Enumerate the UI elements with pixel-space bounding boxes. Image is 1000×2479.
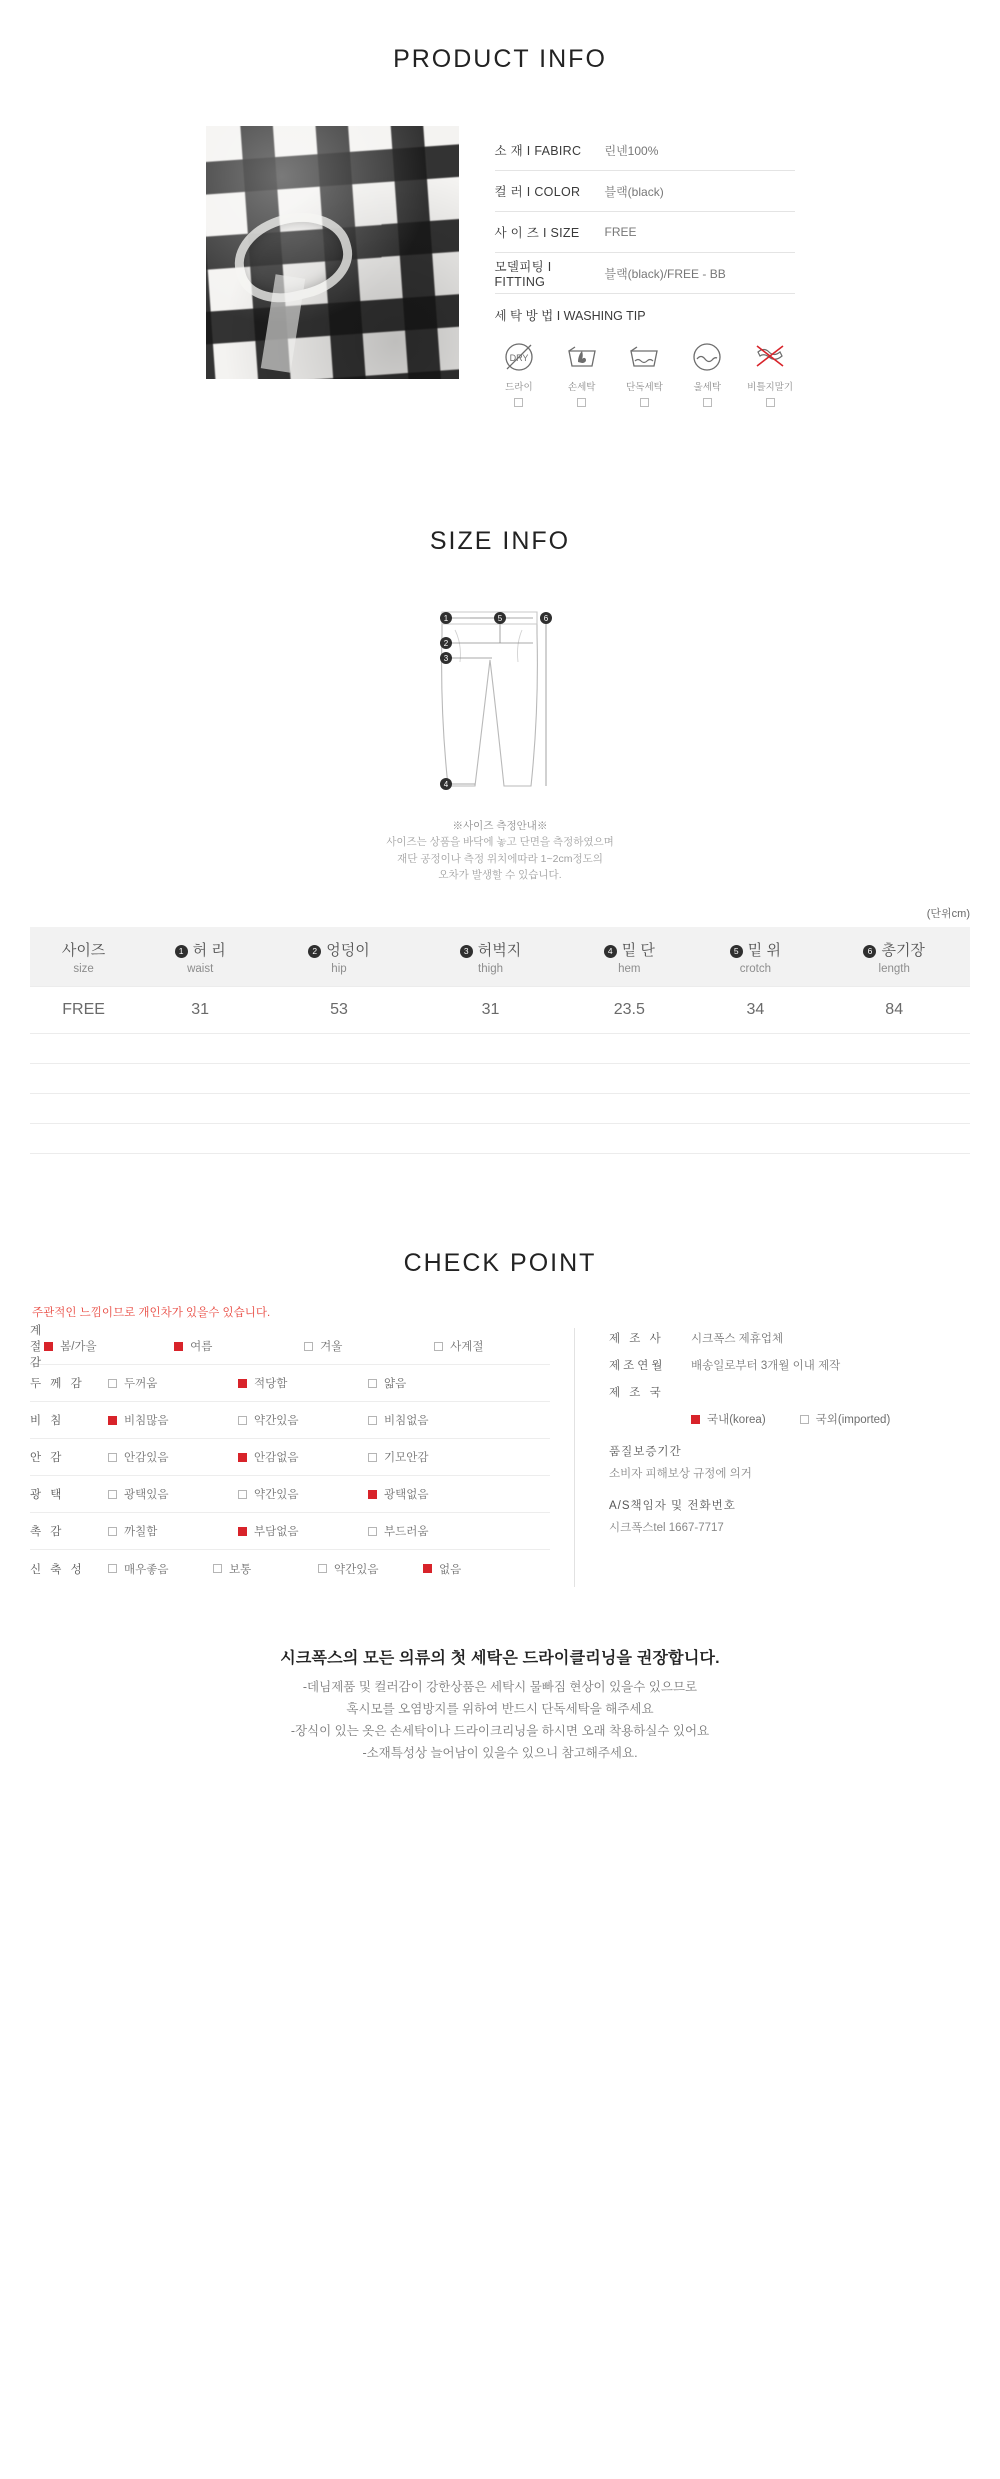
care-line-1: -데님제품 및 컬러감이 강한상품은 세탁시 물빠짐 현상이 있을수 있으므로 bbox=[302, 1680, 698, 1695]
origin-row bbox=[609, 1384, 970, 1400]
checkbox-icon[interactable] bbox=[238, 1453, 247, 1462]
checkbox-icon[interactable] bbox=[108, 1527, 117, 1536]
checkbox-icon[interactable] bbox=[238, 1379, 247, 1388]
checkbox-icon[interactable] bbox=[800, 1415, 809, 1424]
cp-label-thickness: 두 께 감 bbox=[30, 1378, 85, 1391]
pants-measurement-diagram bbox=[0, 590, 1000, 810]
checkbox-icon[interactable] bbox=[368, 1379, 377, 1388]
cp-option[interactable] bbox=[368, 1449, 498, 1465]
cp-options-season bbox=[44, 1338, 564, 1354]
cell-waist: 31 bbox=[137, 987, 263, 1034]
size-col-hem bbox=[566, 927, 692, 987]
checkbox-icon[interactable] bbox=[238, 1490, 247, 1499]
cp-options-sheerness bbox=[108, 1412, 550, 1428]
as-block bbox=[609, 1497, 970, 1535]
cp-option[interactable] bbox=[213, 1561, 318, 1577]
cp-option-label: 안감없음 bbox=[254, 1452, 299, 1465]
cp-options-lining bbox=[108, 1449, 550, 1465]
cell-blank bbox=[30, 1064, 970, 1094]
spec-value-fitting: 블랙(black)/FREE - BB bbox=[604, 266, 726, 281]
checkbox-icon[interactable] bbox=[108, 1416, 117, 1425]
cp-row-gloss bbox=[30, 1476, 550, 1513]
cp-option-label: 비침없음 bbox=[384, 1415, 429, 1428]
origin-option-domestic[interactable] bbox=[691, 1411, 766, 1427]
spec-label-fitting: 모델피팅 I FITTING bbox=[494, 260, 552, 289]
size-col-thigh bbox=[415, 927, 567, 987]
cell-size: FREE bbox=[30, 987, 137, 1034]
cp-option-label: 사계절 bbox=[450, 1341, 484, 1354]
cp-option-label: 얇음 bbox=[384, 1378, 407, 1391]
cp-options-gloss bbox=[108, 1486, 550, 1502]
size-col-hem-ko: 밑 단 bbox=[621, 942, 655, 960]
washing-tip-label: 세 탁 방 법 I WASHING TIP bbox=[494, 309, 646, 323]
wash-option-hand bbox=[557, 340, 606, 407]
cp-option-label: 적당함 bbox=[254, 1378, 288, 1391]
svg-text:5: 5 bbox=[497, 614, 503, 623]
svg-text:1: 1 bbox=[443, 614, 449, 623]
cell-thigh: 31 bbox=[415, 987, 567, 1034]
size-col-length-en: length bbox=[878, 963, 910, 976]
cp-option[interactable] bbox=[238, 1412, 368, 1428]
svg-text:6: 6 bbox=[543, 614, 549, 623]
no-dry-clean-icon bbox=[498, 340, 540, 374]
cp-option[interactable] bbox=[423, 1561, 528, 1577]
cp-label-season: 계 절 감 bbox=[30, 1325, 45, 1370]
wash-caption-wool: 울세탁 bbox=[693, 382, 722, 393]
measurement-note-line-3: 오차가 발생할 수 있습니다. bbox=[438, 868, 562, 881]
checkbox-icon[interactable] bbox=[368, 1416, 377, 1425]
care-line-2: 혹시모를 오염방지를 위하여 반드시 단독세탁을 해주세요 bbox=[346, 1701, 654, 1716]
cp-option-label: 비침많음 bbox=[124, 1415, 169, 1428]
table-row bbox=[30, 1124, 970, 1154]
cp-option-label: 겨울 bbox=[320, 1341, 343, 1354]
origin-label: 제 조 국 bbox=[609, 1387, 664, 1400]
care-line-3: -장식이 있는 옷은 손세탁이나 드라이크리닝을 하시면 오래 착용하실수 있어요 bbox=[290, 1723, 710, 1738]
cp-option[interactable] bbox=[108, 1412, 238, 1428]
table-row bbox=[30, 1034, 970, 1064]
spec-label-color: 컬 러 I COLOR bbox=[494, 185, 581, 199]
cp-option[interactable] bbox=[108, 1486, 238, 1502]
checkbox-icon[interactable] bbox=[238, 1527, 247, 1536]
badge-3: 3 bbox=[460, 945, 473, 958]
cp-option[interactable] bbox=[318, 1561, 423, 1577]
check-point-warning: 주관적인 느낌이므로 개인차가 있을수 있습니다. bbox=[32, 1307, 271, 1320]
size-col-hip-ko: 엉덩이 bbox=[326, 942, 370, 960]
maker-row bbox=[609, 1330, 970, 1346]
wash-caption-hand: 손세탁 bbox=[567, 382, 596, 393]
cp-label-sheerness: 비 침 bbox=[30, 1415, 65, 1428]
warranty-title: 품질보증기간 bbox=[609, 1446, 682, 1459]
cp-label-touch: 촉 감 bbox=[30, 1526, 65, 1539]
no-wring-icon bbox=[749, 340, 791, 374]
wash-checkbox-separate[interactable] bbox=[640, 398, 649, 407]
size-col-thigh-ko: 허벅지 bbox=[477, 942, 522, 960]
warranty-sub: 소비자 피해보상 규정에 의거 bbox=[609, 1468, 752, 1481]
wash-caption-separate: 단독세탁 bbox=[626, 382, 663, 393]
checkbox-icon[interactable] bbox=[434, 1342, 443, 1351]
spec-value-fabric: 린넨100% bbox=[604, 143, 659, 158]
spec-value-color: 블랙(black) bbox=[604, 184, 664, 199]
cell-hip: 53 bbox=[263, 987, 415, 1034]
checkbox-icon[interactable] bbox=[44, 1342, 53, 1351]
cp-option-label: 부드러움 bbox=[384, 1526, 429, 1539]
cp-option-label: 약간있음 bbox=[334, 1563, 379, 1576]
spec-row-size bbox=[495, 212, 795, 253]
cp-label-gloss: 광 택 bbox=[30, 1489, 65, 1502]
checkbox-icon[interactable] bbox=[213, 1564, 222, 1573]
checkbox-icon[interactable] bbox=[368, 1527, 377, 1536]
spec-row-fabric bbox=[495, 130, 795, 171]
badge-6: 6 bbox=[863, 945, 876, 958]
cp-option[interactable] bbox=[368, 1523, 498, 1539]
checkbox-icon[interactable] bbox=[318, 1564, 327, 1573]
measurement-note-title: ※사이즈 측정안내※ bbox=[452, 820, 548, 832]
cp-option-label: 안감있음 bbox=[124, 1452, 169, 1465]
size-col-length bbox=[818, 927, 970, 987]
checkbox-icon[interactable] bbox=[691, 1415, 700, 1424]
wash-checkbox-wool[interactable] bbox=[703, 398, 712, 407]
size-col-crotch-ko: 밑 위 bbox=[747, 942, 781, 960]
cell-blank bbox=[30, 1094, 970, 1124]
checkbox-icon[interactable] bbox=[304, 1342, 313, 1351]
size-col-size-en: size bbox=[73, 963, 94, 976]
check-point-heading: CHECK POINT bbox=[403, 1249, 597, 1278]
manufacture-date-row bbox=[609, 1357, 970, 1373]
size-col-hem-en: hem bbox=[618, 963, 641, 976]
cp-option-label: 봄/가을 bbox=[60, 1341, 97, 1354]
cp-option-label: 약간있음 bbox=[254, 1415, 299, 1428]
product-photo bbox=[206, 126, 459, 379]
cp-option[interactable] bbox=[108, 1561, 213, 1577]
hand-wash-icon bbox=[561, 340, 603, 374]
size-col-size-ko: 사이즈 bbox=[61, 942, 106, 960]
wash-checkbox-nowring[interactable] bbox=[766, 398, 775, 407]
spec-value-size: FREE bbox=[604, 225, 637, 239]
badge-4: 4 bbox=[604, 945, 617, 958]
checkbox-icon[interactable] bbox=[108, 1564, 117, 1573]
product-spec-table bbox=[495, 126, 795, 407]
cp-option[interactable] bbox=[108, 1449, 238, 1465]
cp-option-label: 두꺼움 bbox=[124, 1378, 158, 1391]
svg-text:3: 3 bbox=[443, 654, 449, 663]
as-title: A/S책임자 및 전화번호 bbox=[609, 1500, 736, 1513]
warranty-block bbox=[609, 1443, 970, 1481]
svg-text:4: 4 bbox=[443, 780, 449, 789]
spec-row-color bbox=[495, 171, 795, 212]
cp-option[interactable] bbox=[44, 1338, 174, 1354]
cp-row-season bbox=[30, 1325, 550, 1370]
size-col-waist-en: waist bbox=[187, 963, 214, 976]
wash-caption-dry: 드라이 bbox=[505, 382, 533, 393]
cp-option[interactable] bbox=[174, 1338, 304, 1354]
checkbox-icon[interactable] bbox=[108, 1490, 117, 1499]
cp-label-lining: 안 감 bbox=[30, 1452, 65, 1465]
origin-option-label: 국내(korea) bbox=[707, 1414, 766, 1427]
svg-text:2: 2 bbox=[443, 639, 449, 648]
manufacture-date-label: 제조연월 bbox=[609, 1360, 666, 1373]
maker-value: 시크폭스 제휴업체 bbox=[691, 1333, 784, 1346]
checkbox-icon[interactable] bbox=[238, 1416, 247, 1425]
wash-option-separate bbox=[620, 340, 669, 407]
cp-option[interactable] bbox=[304, 1338, 434, 1354]
table-row bbox=[30, 1094, 970, 1124]
measurement-note-line-1: 사이즈는 상품을 바닥에 놓고 단면을 측정하였으며 bbox=[386, 836, 614, 849]
machine-wash-icon bbox=[686, 340, 728, 374]
size-table bbox=[30, 927, 970, 1154]
size-info-heading: SIZE INFO bbox=[429, 527, 571, 555]
size-col-waist-ko: 허 리 bbox=[192, 942, 226, 960]
size-unit-label: (단위cm) bbox=[926, 908, 970, 921]
as-sub: 시크폭스tel 1667-7717 bbox=[609, 1522, 724, 1535]
cp-options-thickness bbox=[108, 1375, 550, 1391]
cp-option[interactable] bbox=[238, 1375, 368, 1391]
origin-options-row bbox=[609, 1411, 970, 1427]
cell-hem: 23.5 bbox=[566, 987, 692, 1034]
cell-crotch: 34 bbox=[692, 987, 818, 1034]
cp-option-label: 기모안감 bbox=[384, 1452, 429, 1465]
cp-row-thickness bbox=[30, 1365, 550, 1402]
wash-caption-nowring: 비틀지말기 bbox=[747, 382, 794, 393]
cp-option-label: 까칠함 bbox=[124, 1526, 158, 1539]
badge-1: 1 bbox=[175, 945, 188, 958]
cp-option[interactable] bbox=[368, 1486, 498, 1502]
cp-row-sheerness bbox=[30, 1402, 550, 1439]
svg-text:DRY: DRY bbox=[509, 353, 529, 363]
check-point-attributes bbox=[30, 1325, 575, 1587]
spec-label-fabric: 소 재 I FABIRC bbox=[494, 144, 582, 158]
measurement-note-line-2: 재단 공정이나 측정 위치에따라 1~2cm정도의 bbox=[397, 852, 603, 865]
checkbox-icon[interactable] bbox=[174, 1342, 183, 1351]
spec-row-fitting bbox=[495, 253, 795, 294]
table-row bbox=[30, 987, 970, 1034]
cp-options-touch bbox=[108, 1523, 550, 1539]
washing-icon-row bbox=[495, 340, 795, 407]
cp-option[interactable] bbox=[368, 1375, 498, 1391]
size-col-hip bbox=[263, 927, 415, 987]
size-col-waist bbox=[137, 927, 263, 987]
separate-wash-icon bbox=[623, 340, 665, 374]
size-col-size bbox=[30, 927, 137, 987]
wash-checkbox-dry[interactable] bbox=[514, 398, 523, 407]
wash-option-nowring bbox=[746, 340, 795, 407]
cp-option-label: 광택있음 bbox=[124, 1489, 169, 1502]
cp-option-label: 매우좋음 bbox=[124, 1563, 169, 1576]
wash-option-dry bbox=[495, 340, 544, 407]
size-col-crotch bbox=[692, 927, 818, 987]
cp-option-label: 여름 bbox=[190, 1341, 213, 1354]
checkbox-icon[interactable] bbox=[368, 1490, 377, 1499]
cp-option-label: 광택없음 bbox=[384, 1489, 429, 1502]
badge-2: 2 bbox=[308, 945, 321, 958]
cp-option-label: 없음 bbox=[439, 1563, 462, 1576]
wash-checkbox-hand[interactable] bbox=[577, 398, 586, 407]
size-col-thigh-en: thigh bbox=[478, 963, 503, 976]
cp-option-label: 부담없음 bbox=[254, 1526, 299, 1539]
size-col-crotch-en: crotch bbox=[739, 963, 772, 976]
origin-option-imported[interactable] bbox=[800, 1411, 891, 1427]
cp-row-lining bbox=[30, 1439, 550, 1476]
care-footer bbox=[0, 1645, 1000, 1811]
size-table-header-row bbox=[30, 927, 970, 987]
origin-option-label: 국외(imported) bbox=[815, 1414, 891, 1427]
maker-label: 제 조 사 bbox=[609, 1333, 664, 1346]
badge-5: 5 bbox=[730, 945, 743, 958]
product-info-heading: PRODUCT INFO bbox=[393, 45, 607, 73]
care-headline: 시크폭스의 모든 의류의 첫 세탁은 드라이클리닝을 권장합니다. bbox=[280, 1650, 720, 1668]
checkbox-icon[interactable] bbox=[368, 1453, 377, 1462]
cp-option[interactable] bbox=[108, 1523, 238, 1539]
cell-blank bbox=[30, 1034, 970, 1064]
wash-option-wool bbox=[683, 340, 732, 407]
cell-blank bbox=[30, 1124, 970, 1154]
manufacture-date-value: 배송일로부터 3개월 이내 제작 bbox=[691, 1360, 841, 1373]
cp-label-stretch: 신 축 성 bbox=[30, 1563, 85, 1576]
spec-label-size: 사 이 즈 I SIZE bbox=[494, 226, 580, 240]
cp-row-touch bbox=[30, 1513, 550, 1550]
cp-option-label: 보통 bbox=[229, 1563, 252, 1576]
measurement-note bbox=[0, 818, 1000, 883]
cp-option[interactable] bbox=[238, 1486, 368, 1502]
cp-option-label: 약간있음 bbox=[254, 1489, 299, 1502]
cp-option[interactable] bbox=[238, 1449, 368, 1465]
size-col-hip-en: hip bbox=[331, 963, 347, 976]
cp-option[interactable] bbox=[434, 1338, 564, 1354]
manufacturer-info bbox=[575, 1328, 970, 1587]
care-line-4: -소재특성상 늘어남이 있을수 있으니 참고해주세요. bbox=[362, 1745, 638, 1760]
checkbox-icon[interactable] bbox=[108, 1453, 117, 1462]
checkbox-icon[interactable] bbox=[423, 1564, 432, 1573]
checkbox-icon[interactable] bbox=[108, 1379, 117, 1388]
cp-option[interactable] bbox=[108, 1375, 238, 1391]
origin-options bbox=[691, 1411, 890, 1427]
cp-row-stretch bbox=[30, 1550, 550, 1587]
cp-option[interactable] bbox=[238, 1523, 368, 1539]
table-row bbox=[30, 1064, 970, 1094]
cp-options-stretch bbox=[108, 1561, 550, 1577]
check-point-block bbox=[30, 1325, 970, 1587]
cp-option[interactable] bbox=[368, 1412, 498, 1428]
cell-length: 84 bbox=[818, 987, 970, 1034]
product-info-block bbox=[0, 126, 1000, 407]
size-col-length-ko: 총기장 bbox=[881, 942, 925, 960]
